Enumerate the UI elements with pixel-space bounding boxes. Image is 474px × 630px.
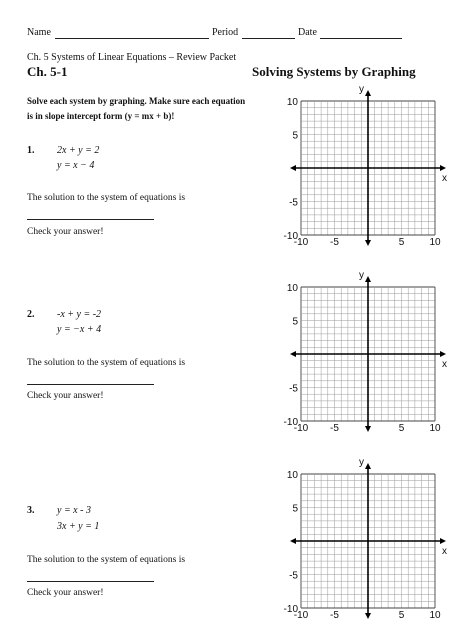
instructions-line-1: Solve each system by graphing. Make sure each equation bbox=[27, 96, 246, 106]
y-tick-label: -5 bbox=[289, 197, 298, 209]
period-label: Period bbox=[212, 27, 239, 38]
arrow-left-icon bbox=[290, 538, 296, 544]
y-tick-label: 5 bbox=[292, 316, 298, 328]
problem-number: 2. bbox=[27, 309, 35, 320]
check-answer: Check your answer! bbox=[27, 227, 104, 237]
date-label: Date bbox=[298, 27, 317, 38]
problem-number: 3. bbox=[27, 505, 35, 516]
x-tick-label: 10 bbox=[429, 237, 441, 248]
problem-number: 1. bbox=[27, 145, 35, 156]
x-tick-label: 10 bbox=[429, 610, 441, 621]
solution-prompt: The solution to the system of equations is bbox=[27, 358, 186, 368]
instructions-line-2: is in slope intercept form (y = mx + b)! bbox=[27, 111, 175, 121]
y-tick-label: -10 bbox=[283, 231, 298, 242]
arrow-right-icon bbox=[440, 538, 446, 544]
name-label: Name bbox=[27, 27, 51, 38]
x-tick-label: -10 bbox=[293, 237, 309, 248]
x-tick-label: 10 bbox=[429, 423, 441, 434]
problem-equation: 2x + y = 2 bbox=[57, 145, 100, 156]
y-tick-label: -10 bbox=[283, 604, 298, 615]
arrow-down-icon bbox=[365, 613, 371, 619]
x-tick-label: 5 bbox=[398, 610, 405, 621]
x-tick-label: -10 bbox=[293, 610, 309, 621]
y-axis-label: y bbox=[359, 270, 364, 281]
x-tick-label: -5 bbox=[330, 237, 339, 248]
y-tick-label: -5 bbox=[289, 570, 298, 582]
x-tick-label: 5 bbox=[398, 237, 405, 248]
check-answer: Check your answer! bbox=[27, 391, 104, 401]
y-tick-label: 10 bbox=[286, 97, 298, 108]
x-tick-label: -5 bbox=[330, 610, 339, 621]
section-code: Ch. 5-1 bbox=[27, 64, 68, 79]
y-tick-label: 5 bbox=[292, 130, 298, 142]
problem-equation: -x + y = -2 bbox=[57, 309, 102, 320]
packet-title: Ch. 5 Systems of Linear Equations – Review Packet bbox=[27, 52, 237, 63]
x-axis-label: x bbox=[442, 359, 447, 370]
problem-equation: y = −x + 4 bbox=[57, 324, 102, 335]
y-axis-label: y bbox=[359, 84, 364, 95]
y-tick-label: -10 bbox=[283, 417, 298, 428]
x-axis-label: x bbox=[442, 546, 447, 557]
y-tick-label: -5 bbox=[289, 383, 298, 395]
problem-equation: y = x - 3 bbox=[57, 505, 91, 516]
y-tick-label: 5 bbox=[292, 503, 298, 515]
x-axis-label: x bbox=[442, 173, 447, 184]
solution-prompt: The solution to the system of equations is bbox=[27, 193, 186, 203]
y-axis-label: y bbox=[359, 457, 364, 468]
solution-prompt: The solution to the system of equations is bbox=[27, 555, 186, 565]
section-title: Solving Systems by Graphing bbox=[252, 64, 416, 79]
x-tick-label: -10 bbox=[293, 423, 309, 434]
y-tick-label: 10 bbox=[286, 470, 298, 481]
problem-equation: y = x − 4 bbox=[57, 160, 95, 171]
x-tick-label: -5 bbox=[330, 423, 339, 434]
x-tick-label: 5 bbox=[398, 423, 405, 434]
check-answer: Check your answer! bbox=[27, 588, 104, 598]
arrow-up-icon bbox=[365, 463, 371, 469]
problem-equation: 3x + y = 1 bbox=[57, 521, 100, 532]
y-tick-label: 10 bbox=[286, 283, 298, 294]
